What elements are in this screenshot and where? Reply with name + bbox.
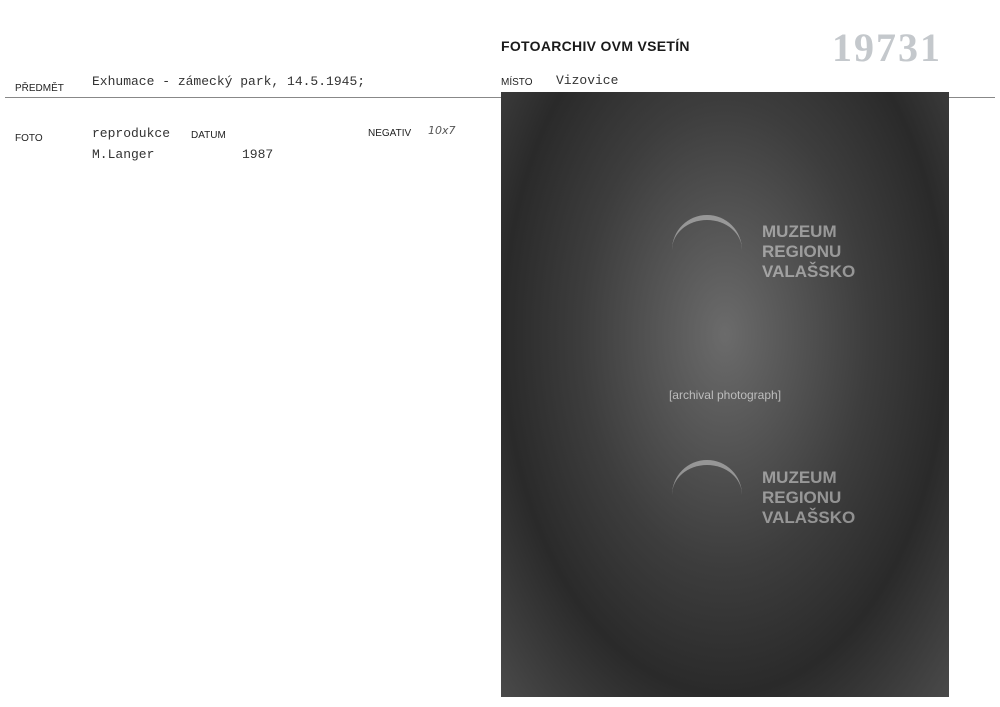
negative-label: NEGATIV — [368, 128, 412, 139]
subject-label: PŘEDMĚT — [15, 83, 64, 94]
watermark-top: MUZEUM REGIONU VALAŠSKO — [762, 222, 856, 281]
photo-value: reprodukce — [92, 126, 171, 141]
date-value: 1987 — [242, 147, 274, 162]
archival-photo — [501, 92, 949, 697]
negative-value: 10x7 — [428, 124, 456, 137]
photo-placeholder: [archival photograph] — [668, 387, 782, 402]
subject-value: Exhumace - zámecký park, 14.5.1945; — [92, 74, 366, 89]
photo-label: FOTO — [15, 133, 43, 144]
place-value: Vizovice — [556, 73, 619, 88]
date-label: DATUM — [191, 130, 226, 141]
watermark-bottom: MUZEUM REGIONU VALAŠSKO — [762, 468, 856, 527]
inventory-number: 19731 — [832, 25, 942, 70]
place-label: MÍSTO — [501, 77, 533, 88]
photographer-value: M.Langer — [92, 147, 155, 162]
archive-title: FOTOARCHIV OVM VSETÍN — [501, 38, 690, 54]
